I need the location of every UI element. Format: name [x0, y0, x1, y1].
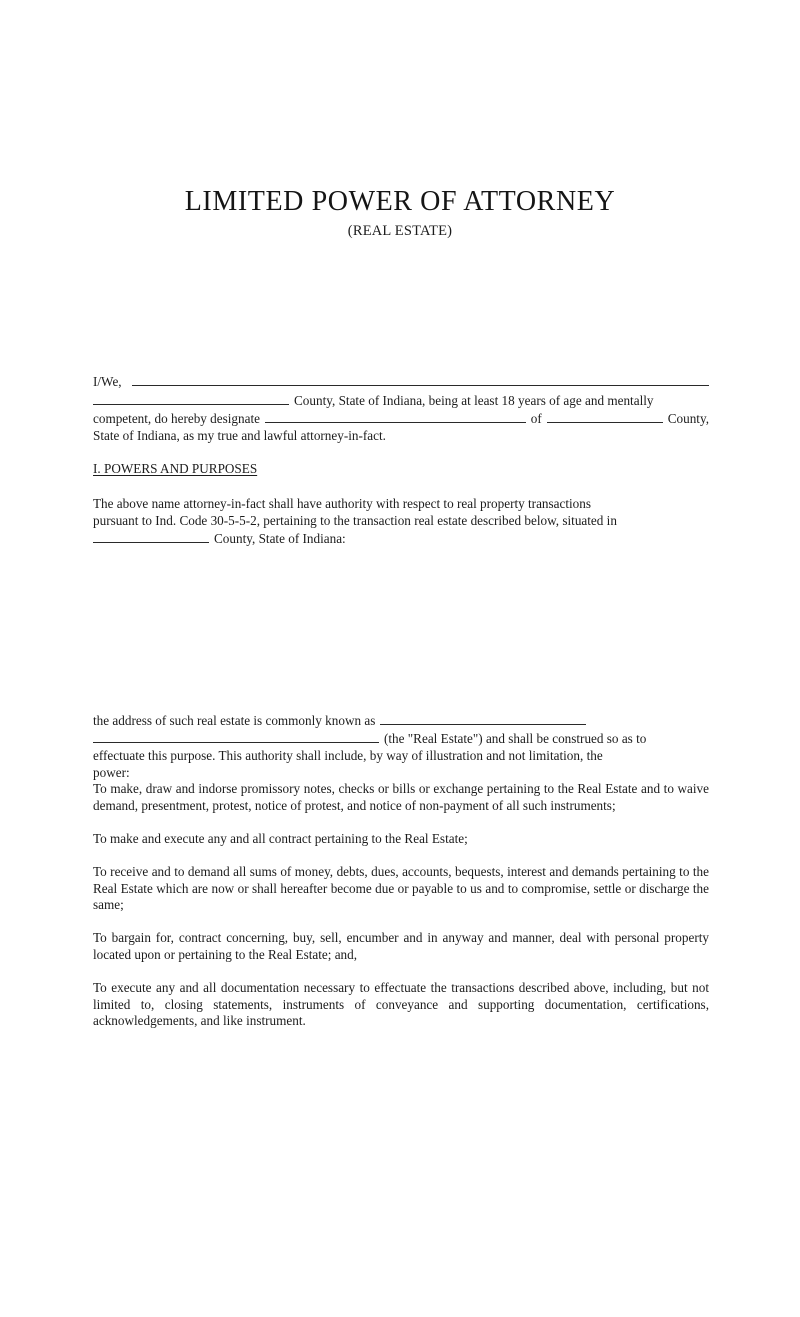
- address-clause-paragraph: [93, 711, 709, 781]
- intro-closing-text: State of Indiana, as my true and lawful attorney-in-fact.: [93, 427, 386, 443]
- intro-lead-label: I/We,: [93, 374, 122, 389]
- address-clause-line-3: [93, 748, 709, 765]
- address-clause-line-1: [93, 711, 709, 730]
- address-clause-lead-label: the address of such real estate is commonly known as: [93, 712, 376, 728]
- power-clause: To execute any and all documentation necessary to effectuate the transactions described above, including, but not limited to, closing statements, instruments of conveyance and supporting documentation, certifications, acknowledgements, and like instrument.: [93, 980, 709, 1029]
- attorney-county-blank[interactable]: [547, 409, 663, 423]
- address-clause-line-2-text: (the "Real Estate") and shall be construed so as to: [384, 731, 647, 747]
- property-county-blank[interactable]: [93, 529, 209, 543]
- principal-county-blank[interactable]: [93, 391, 289, 405]
- of-label: of: [530, 411, 542, 427]
- address-clause-line-2: [93, 729, 709, 748]
- principal-name-blank[interactable]: [132, 372, 709, 386]
- designate-label: competent, do hereby designate: [93, 411, 260, 427]
- county-label: County,: [667, 411, 709, 427]
- title-block: [0, 186, 800, 240]
- address-clause-line-4-text: power:: [93, 764, 130, 780]
- intro-line-1: [93, 372, 709, 391]
- property-address-blank-continued[interactable]: [93, 729, 379, 743]
- intro-line-4: [93, 428, 709, 445]
- spacer-after-section-heading: [93, 478, 709, 496]
- power-clause: To bargain for, contract concerning, buy, sell, encumber and in anyway and manner, deal with personal property located upon or pertaining to the Real Estate; and,: [93, 930, 709, 963]
- address-clause-line-4: [93, 765, 709, 782]
- power-clause: To make, draw and indorse promissory notes, checks or bills or exchange pertaining to the Real Estate and to waive demand, presentment, protest, notice of protest, and notice of non-payment of all such instruments;: [93, 781, 709, 813]
- document-body: [93, 372, 709, 1030]
- intro-line-2-text: County, State of Indiana, being at least 18 years of age and mentally: [294, 392, 654, 408]
- attorney-in-fact-name-blank[interactable]: [265, 409, 526, 423]
- section-one-line-3-text: County, State of Indiana:: [214, 531, 346, 547]
- spacer-before-section-one: [93, 444, 709, 461]
- legal-description-write-in-area[interactable]: [93, 548, 709, 711]
- property-address-blank[interactable]: [380, 711, 586, 725]
- intro-paragraph: [93, 372, 709, 444]
- intro-line-2: [93, 391, 709, 410]
- power-clause: To make and execute any and all contract pertaining to the Real Estate;: [93, 830, 468, 846]
- section-one-line-2-text: pursuant to Ind. Code 30-5-5-2, pertaining to the transaction real estate described below, situated in: [93, 512, 617, 528]
- section-one-line-3: [93, 529, 709, 548]
- section-heading-powers-and-purposes: I. POWERS AND PURPOSES: [93, 461, 258, 477]
- page-title: LIMITED POWER OF ATTORNEY: [184, 186, 616, 217]
- intro-line-3: [93, 409, 709, 428]
- section-one-paragraph: [93, 496, 709, 548]
- page-subtitle: (REAL ESTATE): [347, 223, 453, 239]
- power-clause: To receive and to demand all sums of money, debts, dues, accounts, bequests, interest and demands pertaining to the Real Estate which are now or shall hereafter become due or payable to us and to compromise, settle or discharge the same;: [93, 864, 709, 913]
- section-one-line-1: [93, 496, 709, 513]
- address-clause-line-3-text: effectuate this purpose. This authority shall include, by way of illustration and not limitation, the: [93, 747, 603, 763]
- section-one-line-2: [93, 513, 709, 530]
- section-one-line-1-text: The above name attorney-in-fact shall have authority with respect to real property transactions: [93, 495, 592, 511]
